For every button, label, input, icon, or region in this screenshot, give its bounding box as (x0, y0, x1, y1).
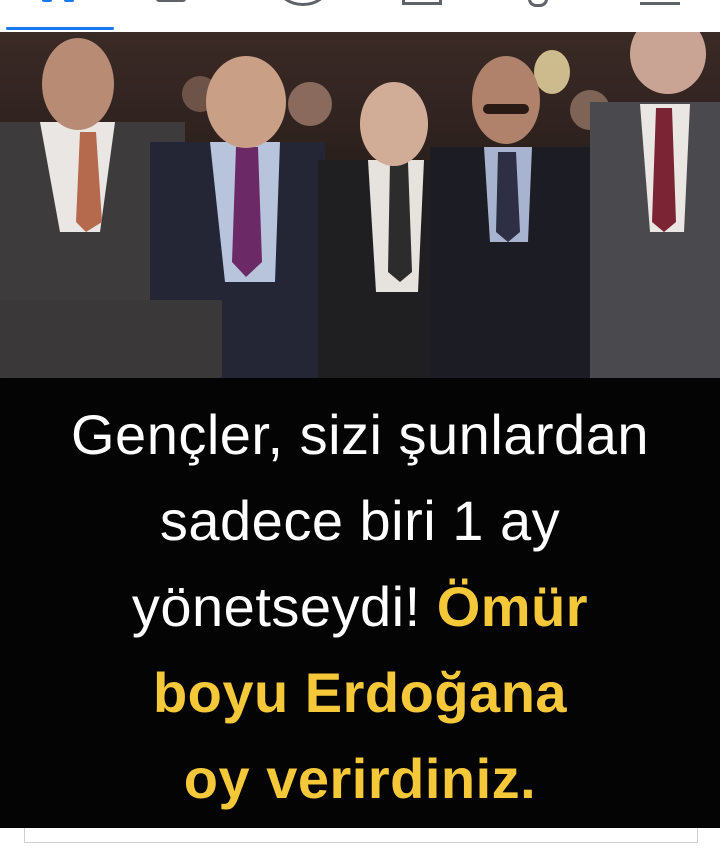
caption-line-2: sadece biri 1 ay (159, 489, 561, 552)
caption-line-3-white: yönetseydi! (131, 575, 437, 638)
top-navigation-bar (0, 0, 720, 32)
caption-line-3-highlight: Ömür (436, 575, 589, 638)
active-tab-indicator (6, 27, 114, 30)
bell-icon[interactable] (522, 0, 552, 6)
post-card-border (24, 828, 698, 843)
caption-line-5: oy verirdiniz. (183, 747, 537, 810)
caption-line-4: boyu Erdoğana (152, 661, 568, 724)
group-photo (0, 32, 720, 378)
post-caption (0, 378, 720, 828)
caption-line-1: Gençler, sizi şunlardan (70, 403, 649, 466)
profile-icon[interactable] (276, 0, 326, 6)
store-icon[interactable] (152, 0, 192, 6)
caption-line-3 (0, 564, 720, 650)
blurred-region (0, 300, 222, 378)
home-icon[interactable] (34, 0, 82, 6)
building-icon[interactable] (398, 0, 442, 6)
post-image[interactable] (0, 32, 720, 828)
menu-icon[interactable] (640, 0, 684, 6)
